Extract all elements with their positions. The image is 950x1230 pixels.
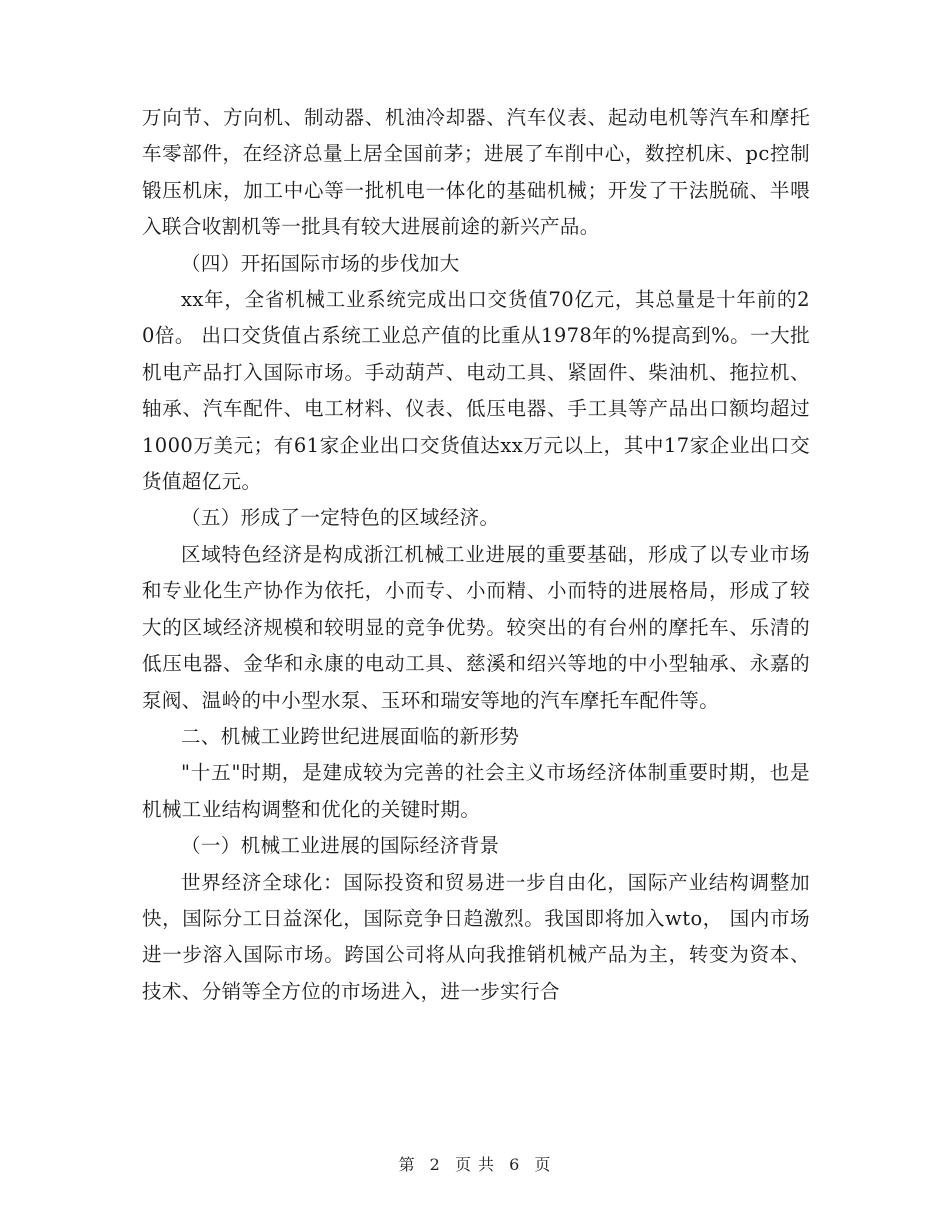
- paragraph-export: xx年，全省机械工业系统完成出口交货值70亿元，其总量是十年前的20倍。 出口交货值占系统工业总产值的比重从1978年的%提高到%。一大批机电产品打入国际市场。手动葫芦、电动工具、紧固件、柴油机、拖拉机、轴承、汽车配件、电工材料、仪表、低压电器、手工具等产品出口额均超过1000万美元；有61家企业出口交货值达xx万元以上，其中17家企业出口交货值超亿元。: [142, 288, 810, 494]
- document-body: [142, 100, 810, 1010]
- paragraph-fifteenth-plan: "十五"时期，是建成较为完善的社会主义市场经济体制重要时期，也是机械工业结构调整和优化的关键时期。: [142, 761, 810, 821]
- footer-page-number: 2: [429, 1155, 441, 1174]
- section-heading-4: （四）开拓国际市场的步伐加大: [181, 251, 460, 275]
- paragraph-globalization: 世界经济全球化：国际投资和贸易进一步自由化，国际产业结构调整加快，国际分工日益深化，国际竞争日趋激烈。我国即将加入wto， 国内市场进一步溶入国际市场。跨国公司将从向我推销机械产品为主，转变为资本、技术、分销等全方位的市场进入，进一步实行合: [142, 870, 810, 1003]
- footer-prefix: 第: [398, 1155, 416, 1174]
- page-footer: [0, 1152, 950, 1175]
- chapter-heading-2: 二、机械工业跨世纪进展面临的新形势: [181, 724, 520, 748]
- footer-total-pages: 6: [509, 1155, 521, 1174]
- footer-suffix: 页: [534, 1155, 552, 1174]
- footer-middle: 页 共: [454, 1155, 496, 1174]
- paragraph-regional-economy: 区域特色经济是构成浙江机械工业进展的重要基础，形成了以专业市场和专业化生产协作为依托，小而专、小而精、小而特的进展格局，形成了较大的区域经济规模和较明显的竞争优势。较突出的有台州的摩托车、乐清的低压电器、金华和永康的电动工具、慈溪和绍兴等地的中小型轴承、永嘉的泵阀、温岭的中小型水泵、玉环和瑞安等地的汽车摩托车配件等。: [142, 542, 810, 712]
- section-heading-1: （一）机械工业进展的国际经济背景: [181, 834, 500, 858]
- section-heading-5: （五）形成了一定特色的区域经济。: [181, 506, 500, 530]
- paragraph-continuation: 万向节、方向机、制动器、机油冷却器、汽车仪表、起动电机等汽车和摩托车零部件，在经济总量上居全国前茅；进展了车削中心，数控机床、pc控制锻压机床，加工中心等一批机电一体化的基础机械；开发了干法脱硫、半喂入联合收割机等一批具有较大进展前途的新兴产品。: [142, 106, 810, 239]
